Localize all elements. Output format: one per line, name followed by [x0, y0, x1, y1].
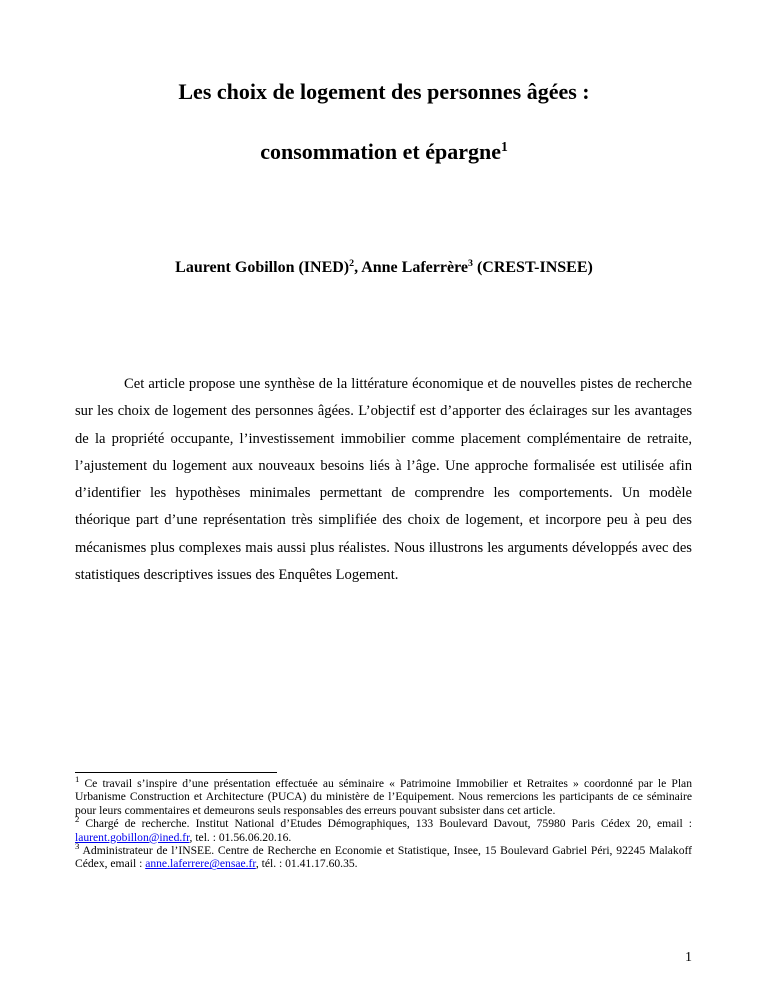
email-link-laferrere[interactable]: anne.laferrere@ensae.fr: [145, 857, 256, 871]
footnote-mark-1: 1: [75, 774, 80, 785]
footnote-separator: [75, 772, 277, 773]
title-line-2: [0, 139, 768, 165]
footnote-ref-1[interactable]: 1: [500, 138, 508, 154]
abstract-paragraph: Cet article propose une synthèse de la littérature économique et de nouvelles pistes de recherche sur les choix de logement des personnes âgées. L’objectif est d’apporter des éclairages sur les avantages de la propriété occupante, l’investissement immobilier comme placement complémentaire de retraite, l’ajustement du logement aux nouveaux besoins liés à l’âge. Une approche formalisée est utilisée afin d’identifier les hypothèses minimales permettant de comprendre les comportements. Un modèle théorique part d’une représentation très simplifiée des choix de logement, et incorpore peu à peu des mécanismes plus complexes mais aussi plus réalistes. Nous illustrons les arguments développés avec des statistiques descriptives issues des Enquêtes Logement.: [75, 376, 692, 584]
footnotes: [75, 774, 692, 871]
author-2-name: Anne Laferrère: [361, 259, 468, 276]
footnote-ref-3[interactable]: 3: [467, 258, 473, 270]
footnote-2-text-before: Chargé de recherche. Institut National d’Etudes Démographiques, 133 Boulevard Davout, 75980 Paris Cédex 20, email :: [79, 817, 692, 831]
author-line: [0, 258, 768, 278]
footnote-3: [75, 841, 692, 871]
footnote-3-text-before: Administrateur de l’INSEE. Centre de Recherche en Economie et Statistique, Insee, 15 Boulevard Gabriel Péri, 92245 Malakoff Cédex, email :: [75, 844, 692, 871]
email-link-gobillon[interactable]: laurent.gobillon@ined.fr: [75, 830, 190, 844]
author-2-affiliation: (CREST-INSEE): [472, 259, 593, 276]
footnote-2-text-after: , tel. : 01.56.06.20.16.: [189, 830, 292, 844]
author-separator: ,: [354, 259, 362, 276]
page-number: 1: [685, 950, 692, 965]
title-line-2-text: consommation et épargne: [260, 139, 501, 164]
footnote-ref-2[interactable]: 2: [349, 258, 355, 270]
footnote-1-text: Ce travail s’inspire d’une présentation effectuée au séminaire « Patrimoine Immobilier et Retraites » coordonné par le Plan Urbanisme Construction et Architecture (PUCA) du ministère de l’Equipement. Nous remercions les participants de ce séminaire pour leurs commentaires et demeurons seuls responsables des erreurs pouvant subsister dans cet article.: [75, 777, 692, 817]
footnote-2: [75, 814, 692, 844]
footnote-mark-2: 2: [75, 814, 80, 825]
footnote-3-text-after: , tél. : 01.41.17.60.35.: [255, 857, 358, 871]
author-1-name: Laurent Gobillon (INED): [175, 259, 350, 276]
footnote-1: [75, 774, 692, 817]
footnote-mark-3: 3: [75, 841, 80, 852]
title-line-1: Les choix de logement des personnes âgées :: [178, 79, 590, 104]
